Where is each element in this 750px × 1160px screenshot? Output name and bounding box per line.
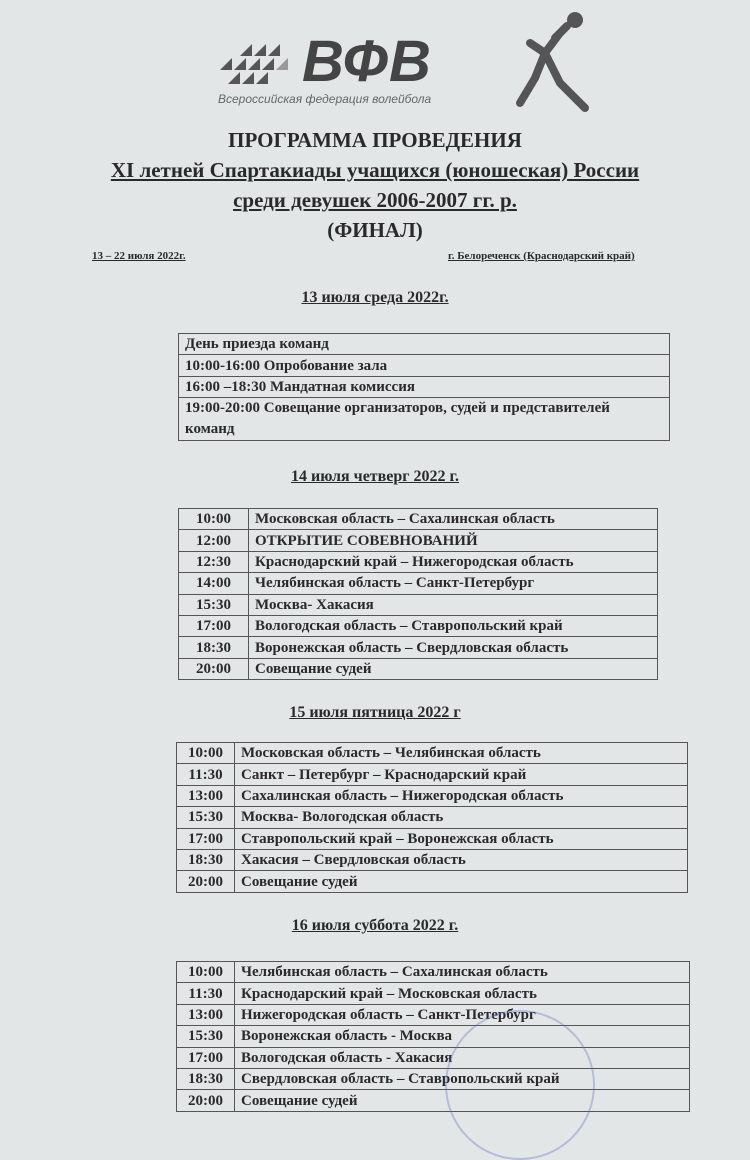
time-cell: 13:00: [177, 1004, 235, 1025]
event-cell: Санкт – Петербург – Краснодарский край: [235, 764, 688, 785]
event-cell: Нижегородская область – Санкт-Петербург: [235, 1004, 690, 1025]
event-cell: Московская область – Сахалинская область: [249, 509, 658, 530]
time-cell: 18:30: [179, 637, 249, 658]
event-cell: Челябинская область – Санкт-Петербург: [249, 573, 658, 594]
logo-subtitle: Всероссийская федерация волейбола: [218, 92, 432, 106]
table-row: [179, 551, 658, 572]
event-cell: Краснодарский край – Нижегородская область: [249, 551, 658, 572]
time-cell: 11:30: [177, 983, 235, 1004]
day-heading: 16 июля суббота 2022 г.: [291, 917, 459, 934]
table-row: [177, 743, 688, 764]
table-row: [177, 1026, 690, 1047]
table-row: [177, 1068, 690, 1089]
day-heading: 13 июля среда 2022г.: [301, 289, 449, 306]
table-row: [177, 871, 688, 892]
time-cell: 15:30: [179, 594, 249, 615]
time-cell: 15:30: [177, 1026, 235, 1047]
table-row: [177, 983, 690, 1004]
table-row: [179, 615, 658, 636]
table-row: [179, 334, 670, 355]
time-cell: 14:00: [179, 573, 249, 594]
event-cell: Москва- Хакасия: [249, 594, 658, 615]
time-cell: 20:00: [177, 871, 235, 892]
table-row: [179, 658, 658, 679]
title-line-1: ПРОГРАММА ПРОВЕДЕНИЯ: [228, 128, 522, 152]
table-row: [179, 509, 658, 530]
time-cell: 17:00: [177, 1047, 235, 1068]
schedule-table-day4: [176, 961, 690, 1112]
day-heading: 15 июля пятница 2022 г: [289, 704, 461, 721]
table-row: [177, 1004, 690, 1025]
schedule-table-day1: [178, 333, 670, 441]
title-line-2: XI летней Спартакиады учащихся (юношеская) России: [110, 158, 640, 182]
event-cell: День приезда команд: [179, 334, 670, 355]
event-cell: Воронежская область - Москва: [235, 1026, 690, 1047]
table-row: [177, 849, 688, 870]
title-line-3: среди девушек 2006-2007 гг. р.: [233, 188, 517, 212]
event-cell: Ставропольский край – Воронежская область: [235, 828, 688, 849]
event-cell: 16:00 –18:30 Мандатная комиссия: [179, 376, 670, 397]
table-row: [179, 573, 658, 594]
time-cell: 11:30: [177, 764, 235, 785]
time-cell: 20:00: [179, 658, 249, 679]
event-place: г. Белореченск (Краснодарский край): [448, 250, 635, 262]
table-row: [179, 594, 658, 615]
table-row: [177, 1047, 690, 1068]
table-row: [179, 637, 658, 658]
event-dates: 13 – 22 июля 2022г.: [92, 250, 186, 262]
logo-triangles-icon: [220, 40, 295, 90]
title-line-4: (ФИНАЛ): [327, 218, 423, 242]
table-row: [179, 376, 670, 397]
event-cell: Московская область – Челябинская область: [235, 743, 688, 764]
logo-text: ВФВ: [302, 29, 432, 94]
event-cell: Совещание судей: [235, 871, 688, 892]
time-cell: 15:30: [177, 807, 235, 828]
day-heading: 14 июля четверг 2022 г.: [290, 468, 460, 485]
schedule-table-day3: [176, 742, 688, 893]
event-cell: Москва- Вологодская область: [235, 807, 688, 828]
time-cell: 17:00: [177, 828, 235, 849]
table-row: [177, 764, 688, 785]
event-cell: Вологодская область – Ставропольский край: [249, 615, 658, 636]
time-cell: 13:00: [177, 785, 235, 806]
table-row: [177, 962, 690, 983]
time-cell: 20:00: [177, 1090, 235, 1111]
table-row: [179, 530, 658, 551]
time-cell: 17:00: [179, 615, 249, 636]
event-cell: Вологодская область - Хакасия: [235, 1047, 690, 1068]
official-stamp: [445, 1010, 595, 1160]
time-cell: 10:00: [177, 743, 235, 764]
event-cell: 19:00-20:00 Совещание организаторов, судей и представителей команд: [179, 398, 670, 441]
table-row: [179, 355, 670, 376]
event-cell: Свердловская область – Ставропольский край: [235, 1068, 690, 1089]
event-cell: Хакасия – Свердловская область: [235, 849, 688, 870]
time-cell: 10:00: [179, 509, 249, 530]
event-cell: Сахалинская область – Нижегородская область: [235, 785, 688, 806]
time-cell: 18:30: [177, 849, 235, 870]
event-cell: ОТКРЫТИЕ СОВЕВНОВАНИЙ: [249, 530, 658, 551]
time-cell: 10:00: [177, 962, 235, 983]
event-cell: Челябинская область – Сахалинская область: [235, 962, 690, 983]
time-cell: 12:00: [179, 530, 249, 551]
event-cell: Совещание судей: [235, 1090, 690, 1111]
table-row: [179, 398, 670, 441]
event-cell: Совещание судей: [249, 658, 658, 679]
vfv-logo: [220, 18, 690, 118]
table-row: [177, 807, 688, 828]
event-cell: 10:00-16:00 Опробование зала: [179, 355, 670, 376]
table-row: [177, 828, 688, 849]
event-cell: Краснодарский край – Московская область: [235, 983, 690, 1004]
time-cell: 12:30: [179, 551, 249, 572]
event-cell: Воронежская область – Свердловская область: [249, 637, 658, 658]
schedule-table-day2: [178, 508, 658, 680]
volleyball-player-icon: [505, 8, 595, 118]
table-row: [177, 1090, 690, 1111]
table-row: [177, 785, 688, 806]
time-cell: 18:30: [177, 1068, 235, 1089]
